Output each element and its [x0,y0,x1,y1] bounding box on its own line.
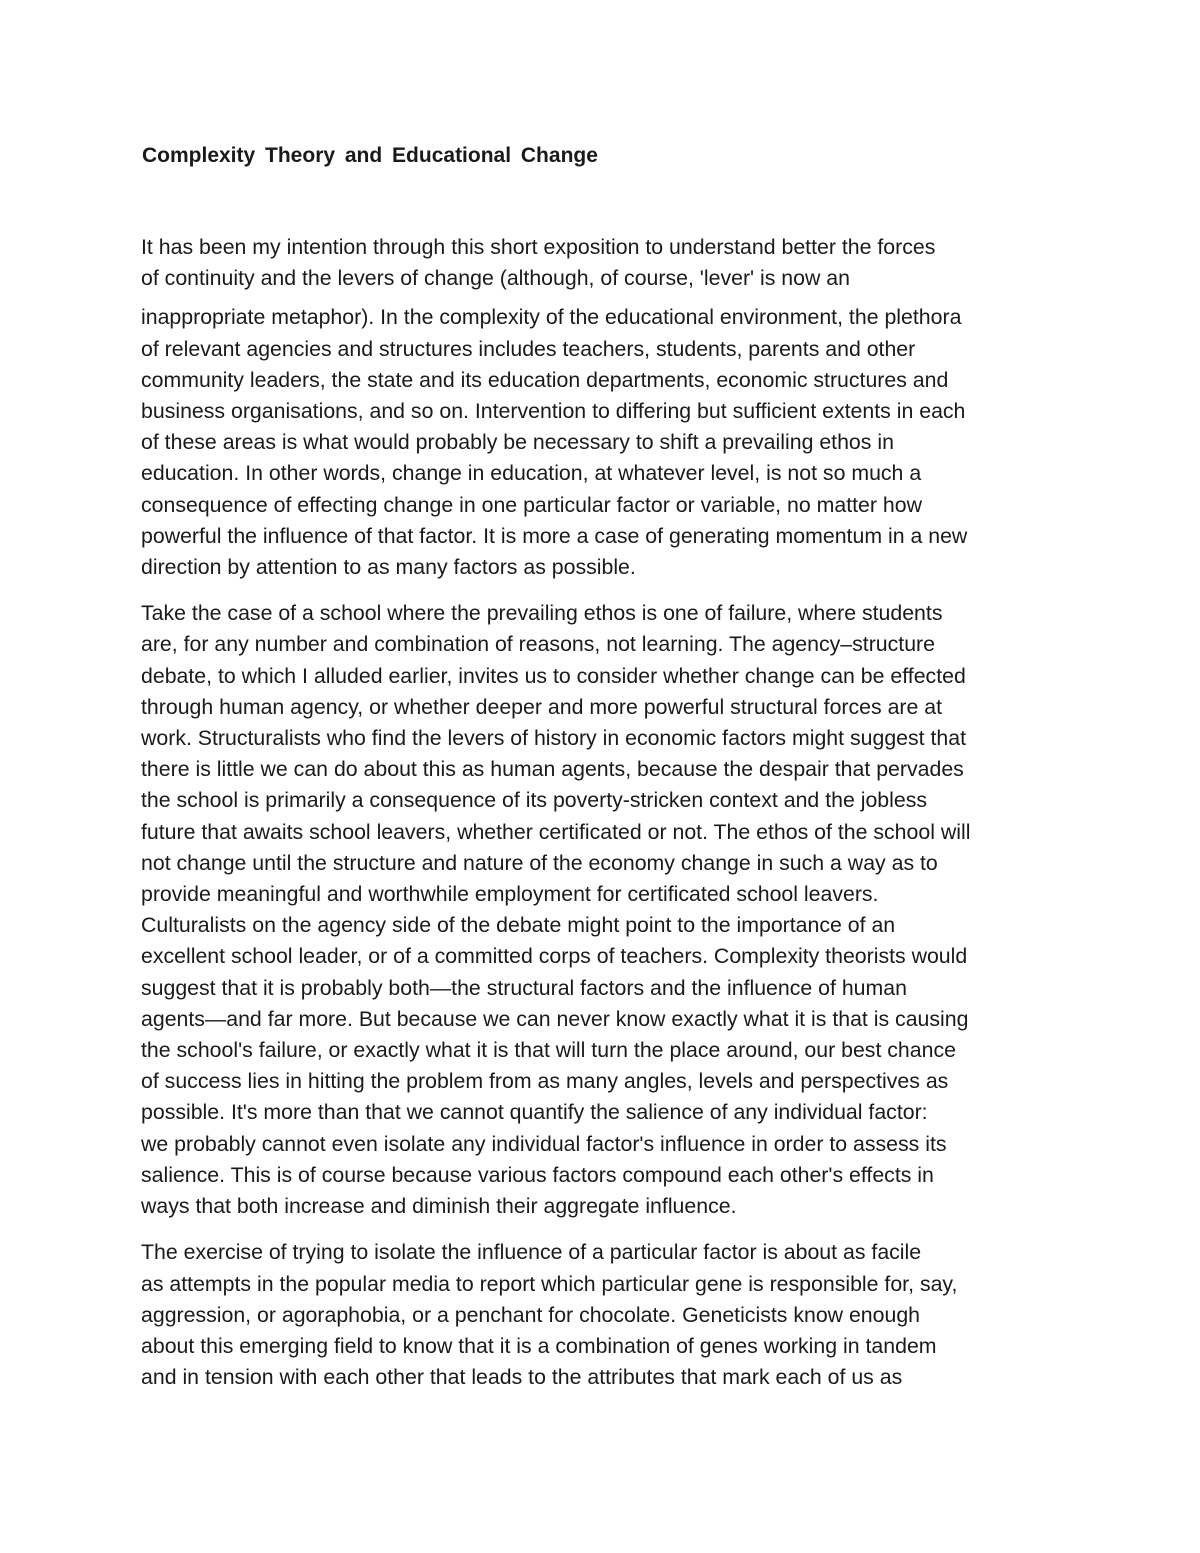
paragraph-intro [141,232,1061,294]
text-line: we probably cannot even isolate any individual factor's influence in order to assess its [141,1131,947,1156]
text-line: It has been my intention through this short exposition to understand better the forces [141,235,936,259]
text-line: not change until the structure and nature of the economy change in such a way as to [141,850,938,875]
text-line: of relevant agencies and structures includes teachers, students, parents and other [141,336,916,361]
text-line: aggression, or agoraphobia, or a penchant for chocolate. Geneticists know enough [141,1302,921,1327]
text-line: The exercise of trying to isolate the influence of a particular factor is about as facile [141,1240,922,1265]
text-line: suggest that it is probably both—the structural factors and the influence of human [141,975,907,1000]
text-line: as attempts in the popular media to report which particular gene is responsible for, say, [141,1271,958,1296]
text-line: salience. This is of course because various factors compound each other's effects in [141,1162,934,1187]
text-line: ways that both increase and diminish their aggregate influence. [141,1194,737,1219]
text-line: consequence of effecting change in one particular factor or variable, no matter how [141,492,922,517]
text-line: excellent school leader, or of a committed corps of teachers. Complexity theorists would [141,944,968,969]
text-line: agents—and far more. But because we can never know exactly what it is that is causing [141,1006,969,1031]
text-line: Culturalists on the agency side of the debate might point to the importance of an [141,913,896,938]
text-line: the school's failure, or exactly what it is that will turn the place around, our best chance [141,1038,956,1063]
text-line: of continuity and the levers of change (although, of course, 'lever' is now an [141,266,850,291]
text-line: business organisations, and so on. Intervention to differing but sufficient extents in each [141,399,966,424]
paragraph-school-case [141,598,1061,1222]
paragraph-complexity [141,302,1061,583]
text-line: debate, to which I alluded earlier, invites us to consider whether change can be effected [141,663,966,688]
text-line: Take the case of a school where the prevailing ethos is one of failure, where students [141,601,943,626]
text-line: work. Structuralists who find the levers of history in economic factors might suggest that [141,726,967,751]
text-line: and in tension with each other that leads to the attributes that mark each of us as [141,1365,903,1390]
text-line: are, for any number and combination of reasons, not learning. The agency–structure [141,632,935,657]
paragraph-genetics [141,1237,1061,1393]
text-line: powerful the influence of that factor. It is more a case of generating momentum in a new [141,523,968,548]
text-line: inappropriate metaphor). In the complexity of the educational environment, the plethora [141,305,962,330]
text-line: community leaders, the state and its education departments, economic structures and [141,367,949,392]
text-line: of success lies in hitting the problem from as many angles, levels and perspectives as [141,1069,949,1094]
text-line: education. In other words, change in education, at whatever level, is not so much a [141,461,922,486]
text-line: future that awaits school leavers, whether certificated or not. The ethos of the school will [141,819,971,844]
text-line: about this emerging field to know that it is a combination of genes working in tandem [141,1333,937,1358]
document-title: Complexity Theory and Educational Change [142,144,598,167]
text-line: of these areas is what would probably be necessary to shift a prevailing ethos in [141,430,894,455]
text-line: the school is primarily a consequence of its poverty-stricken context and the jobless [141,788,928,813]
text-line: possible. It's more than that we cannot quantify the salience of any individual factor: [141,1100,928,1125]
text-line: provide meaningful and worthwhile employment for certificated school leavers. [141,882,879,907]
document-body [141,232,1061,1408]
text-line: there is little we can do about this as human agents, because the despair that pervades [141,757,964,782]
text-line: direction by attention to as many factors as possible. [141,555,636,580]
text-line: through human agency, or whether deeper and more powerful structural forces are at [141,694,943,719]
